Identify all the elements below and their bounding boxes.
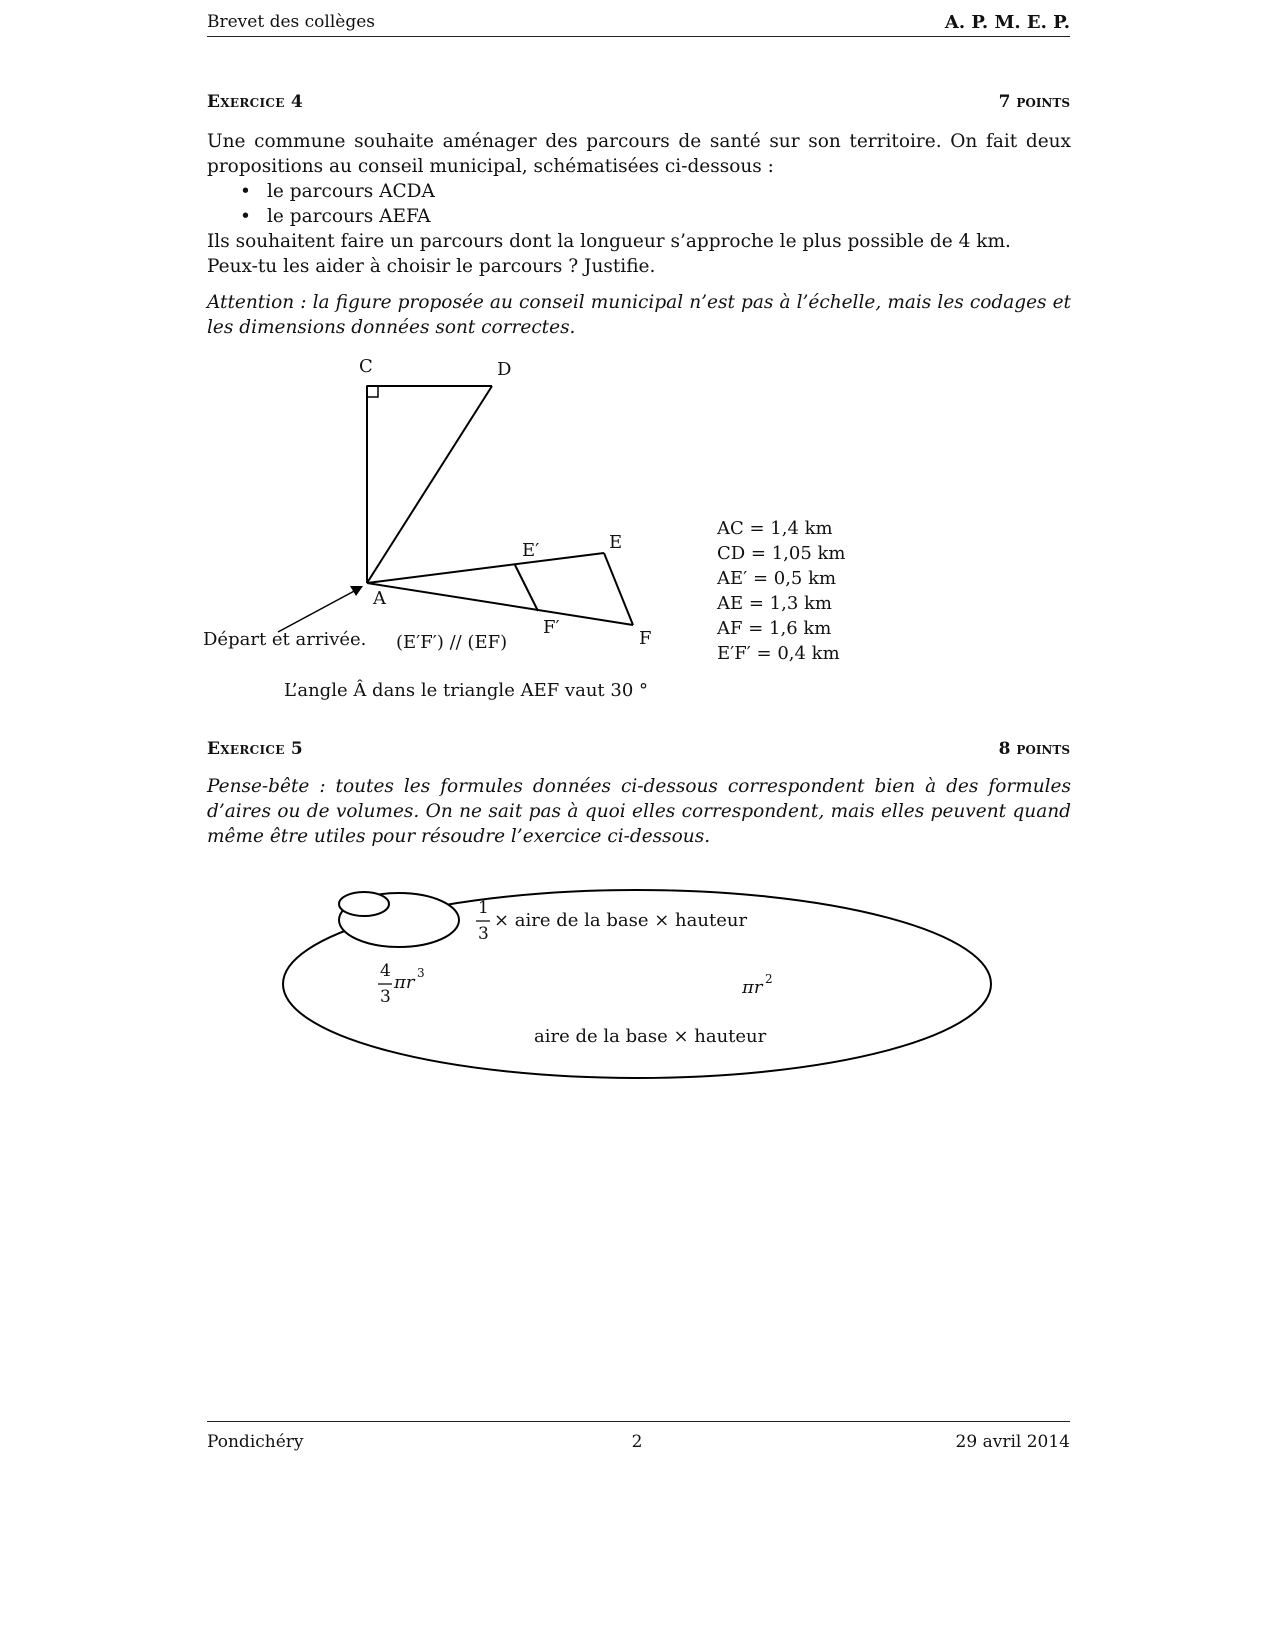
formula1-denominator: 3 bbox=[478, 924, 489, 944]
formula2-text: πr bbox=[394, 972, 415, 993]
point-e-label: E bbox=[609, 532, 623, 553]
formula3-text: πr bbox=[742, 977, 763, 998]
parallel-label: (E′F′) // (EF) bbox=[396, 632, 508, 653]
footer-rule bbox=[207, 1421, 1070, 1422]
exercise-4-points: 7 points bbox=[998, 92, 1070, 112]
point-e-prime-label: E′ bbox=[522, 540, 540, 561]
point-f-prime-label: F′ bbox=[543, 617, 560, 638]
value-e-prime-f-prime: E′F′ = 0,4 km bbox=[717, 643, 840, 664]
bubble-small bbox=[339, 892, 389, 916]
header-right: A. P. M. E. P. bbox=[944, 12, 1070, 33]
formula3-exponent: 2 bbox=[765, 972, 773, 986]
footer-left: Pondichéry bbox=[207, 1432, 304, 1452]
formula1-numerator: 1 bbox=[478, 898, 489, 918]
exercise-4-title: Exercice 4 bbox=[207, 92, 303, 112]
geometry-figure bbox=[0, 0, 1275, 720]
exercise-4-attention: Attention : la figure proposée au conseil municipal n’est pas à l’échelle, mais les codages et les dimensions données sont correctes. bbox=[207, 292, 1071, 338]
list-item: • le parcours AEFA bbox=[207, 204, 1071, 229]
right-angle-mark bbox=[367, 386, 378, 397]
point-f-label: F bbox=[639, 628, 652, 649]
exercise-4-intro: Une commune souhaite aménager des parcours de santé sur son territoire. On fait deux propositions au conseil municipal, schématisées ci-dessous : bbox=[207, 131, 1071, 177]
formula2-numerator: 4 bbox=[380, 961, 391, 981]
exercise-4-line1: Ils souhaitent faire un parcours dont la longueur s’approche le plus possible de 4 km. bbox=[207, 231, 1011, 252]
exercise-5-intro: Pense-bête : toutes les formules données ci-dessous correspondent bien à des formules d’aires ou de volumes. On ne sait pas à quoi elles correspondent, mais elles peuvent quand même être utiles pour résoudre l’exercice ci-dessous. bbox=[207, 776, 1071, 847]
exercise-5-points: 8 points bbox=[998, 739, 1070, 759]
point-c-label: C bbox=[359, 356, 373, 377]
exercise-5-title: Exercice 5 bbox=[207, 739, 303, 759]
point-a-label: A bbox=[373, 588, 386, 609]
value-ae: AE = 1,3 km bbox=[717, 593, 832, 614]
point-d-label: D bbox=[497, 359, 512, 380]
segment-e-prime-f-prime bbox=[515, 565, 538, 611]
exercise-4-line2: Peux-tu les aider à choisir le parcours ? Justifie. bbox=[207, 256, 656, 277]
segment-af bbox=[367, 583, 633, 625]
header-left: Brevet des collèges bbox=[207, 12, 376, 32]
arrow-head-icon bbox=[350, 586, 363, 596]
formula2-denominator: 3 bbox=[380, 987, 391, 1007]
segment-ae bbox=[367, 553, 604, 583]
start-arrow bbox=[278, 589, 358, 632]
value-ae-prime: AE′ = 0,5 km bbox=[717, 568, 837, 589]
formula-bubble bbox=[0, 860, 1275, 1090]
value-ac: AC = 1,4 km bbox=[717, 518, 833, 539]
value-af: AF = 1,6 km bbox=[717, 618, 832, 639]
segment-da bbox=[367, 386, 492, 583]
value-cd: CD = 1,05 km bbox=[717, 543, 846, 564]
start-label: Départ et arrivée. bbox=[203, 629, 367, 650]
angle-label: L’angle Â dans le triangle AEF vaut 30 ° bbox=[284, 680, 648, 701]
footer-right: 29 avril 2014 bbox=[955, 1432, 1070, 1452]
formula4-text: aire de la base × hauteur bbox=[534, 1026, 767, 1047]
formula1-text: × aire de la base × hauteur bbox=[494, 910, 748, 931]
segment-ef bbox=[604, 553, 633, 625]
page-number: 2 bbox=[631, 1432, 643, 1452]
formula2-exponent: 3 bbox=[417, 966, 425, 980]
list-item: • le parcours ACDA bbox=[207, 179, 1071, 204]
